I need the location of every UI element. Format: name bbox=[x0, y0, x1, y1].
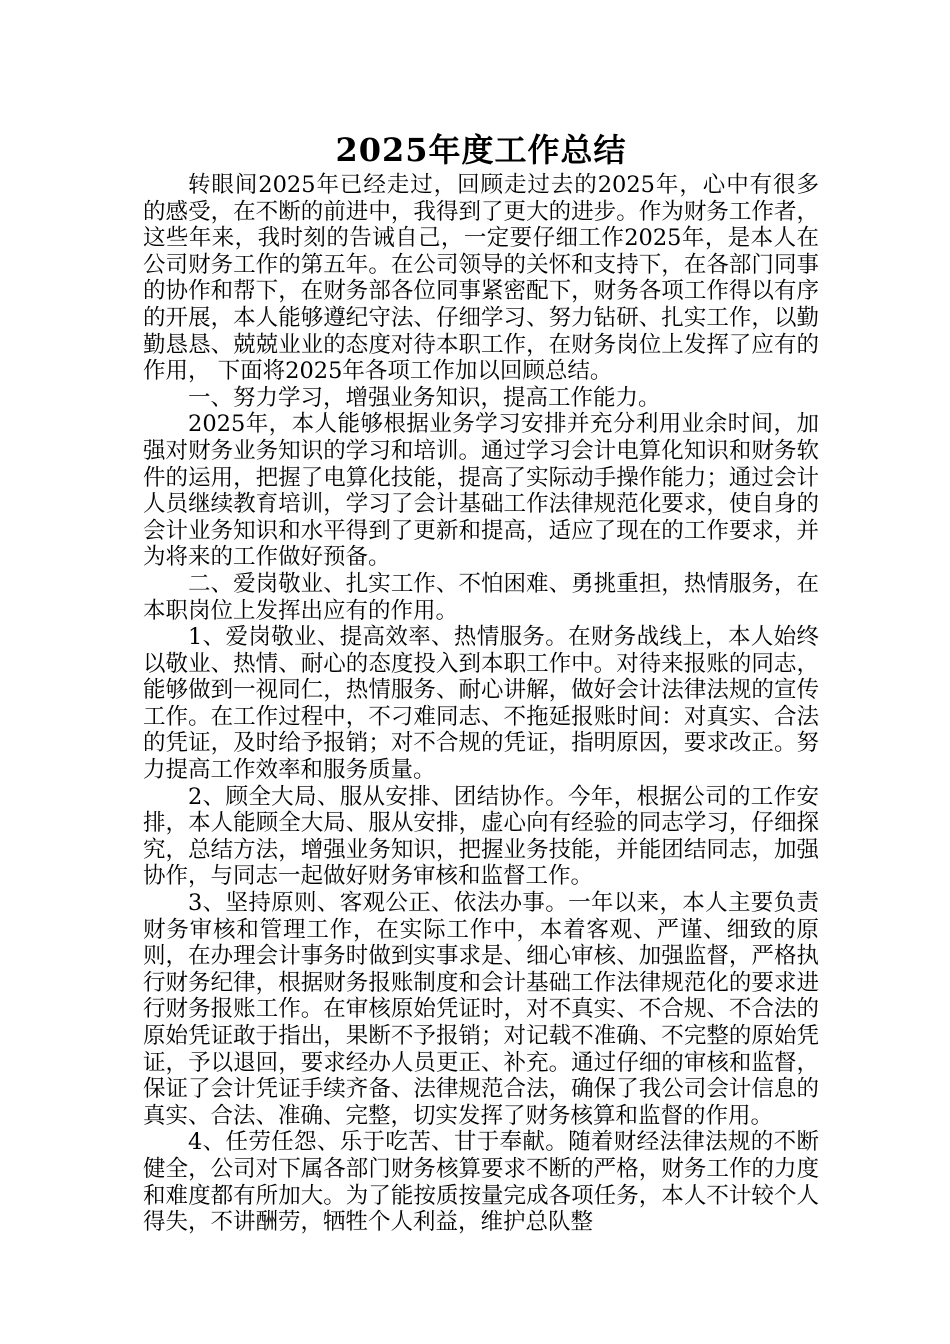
paragraph-intro: 转眼间2025年已经走过，回顾走过去的2025年，心中有很多的感受，在不断的前进中，我得到了更大的进步。作为财务工作者，这些年来，我时刻的告诫自己，一定要仔细工作2025年，是本人在公司财务工作的第五年。在公司领导的关怀和支持下，在各部门同事的协作和帮下，在财务部各位同事紧密配下，财务各项工作得以有序的开展，本人能够遵纪守法、仔细学习、努力钻研、扎实工作，以勤勤恳恳、兢兢业业的态度对待本职工作，在财务岗位上发挥了应有的作用， 下面将2025年各项工作加以回顾总结。 bbox=[143, 172, 819, 385]
paragraph-study: 2025年，本人能够根据业务学习安排并充分利用业余时间，加强对财务业务知识的学习和培训。通过学习会计电算化知识和财务软件的运用，把握了电算化技能，提高了实际动手操作能力；通过会计人员继续教育培训，学习了会计基础工作法律规范化要求，使自身的会计业务知识和水平得到了更新和提高，适应了现在的工作要求，并为将来的工作做好预备。 bbox=[143, 411, 819, 571]
paragraph-item-3: 3、坚持原则、客观公正、依法办事。一年以来，本人主要负责财务审核和管理工作，在实际工作中，本着客观、严谨、细致的原则，在办理会计事务时做到实事求是、细心审核、加强监督，严格执行财务纪律，根据财务报账制度和会计基础工作法律规范化的要求进行财务报账工作。在审核原始凭证时，对不真实、不合规、不合法的原始凭证敢于指出，果断不予报销；对记载不准确、不完整的原始凭证，予以退回，要求经办人员更正、补充。通过仔细的审核和监督，保证了会计凭证手续齐备、法律规范合法，确保了我公司会计信息的真实、合法、准确、完整，切实发挥了财务核算和监督的作用。 bbox=[143, 890, 819, 1129]
heading-section-1: 一、努力学习，增强业务知识，提高工作能力。 bbox=[188, 384, 661, 411]
document-title: 2025年度工作总结 bbox=[335, 131, 627, 169]
paragraph-item-4: 4、任劳任怨、乐于吃苦、甘于奉献。随着财经法律法规的不断健全，公司对下属各部门财务核算要求不断的严格，财务工作的力度和难度都有所加大。为了能按质按量完成各项任务，本人不计较个人得失，不讲酬劳，牺牲个人利益，维护总队整 bbox=[143, 1129, 819, 1236]
paragraph-item-2: 2、顾全大局、服从安排、团结协作。今年，根据公司的工作安排，本人能顾全大局、服从安排，虚心向有经验的同志学习，仔细探究，总结方法，增强业务知识，把握业务技能，并能团结同志，加强协作，与同志一起做好财务审核和监督工作。 bbox=[143, 783, 819, 890]
document-page bbox=[143, 128, 819, 1236]
paragraph-item-1: 1、爱岗敬业、提高效率、热情服务。在财务战线上，本人始终以敬业、热情、耐心的态度投入到本职工作中。对待来报账的同志，能够做到一视同仁，热情服务、耐心讲解，做好会计法律法规的宣传工作。在工作过程中，不刁难同志、不拖延报账时间：对真实、合法的凭证，及时给予报销；对不合规的凭证，指明原因，要求改正。努力提高工作效率和服务质量。 bbox=[143, 624, 819, 784]
heading-section-2: 二、爱岗敬业、扎实工作、不怕困难、勇挑重担，热情服务，在本职岗位上发挥出应有的作用。 bbox=[143, 570, 819, 624]
